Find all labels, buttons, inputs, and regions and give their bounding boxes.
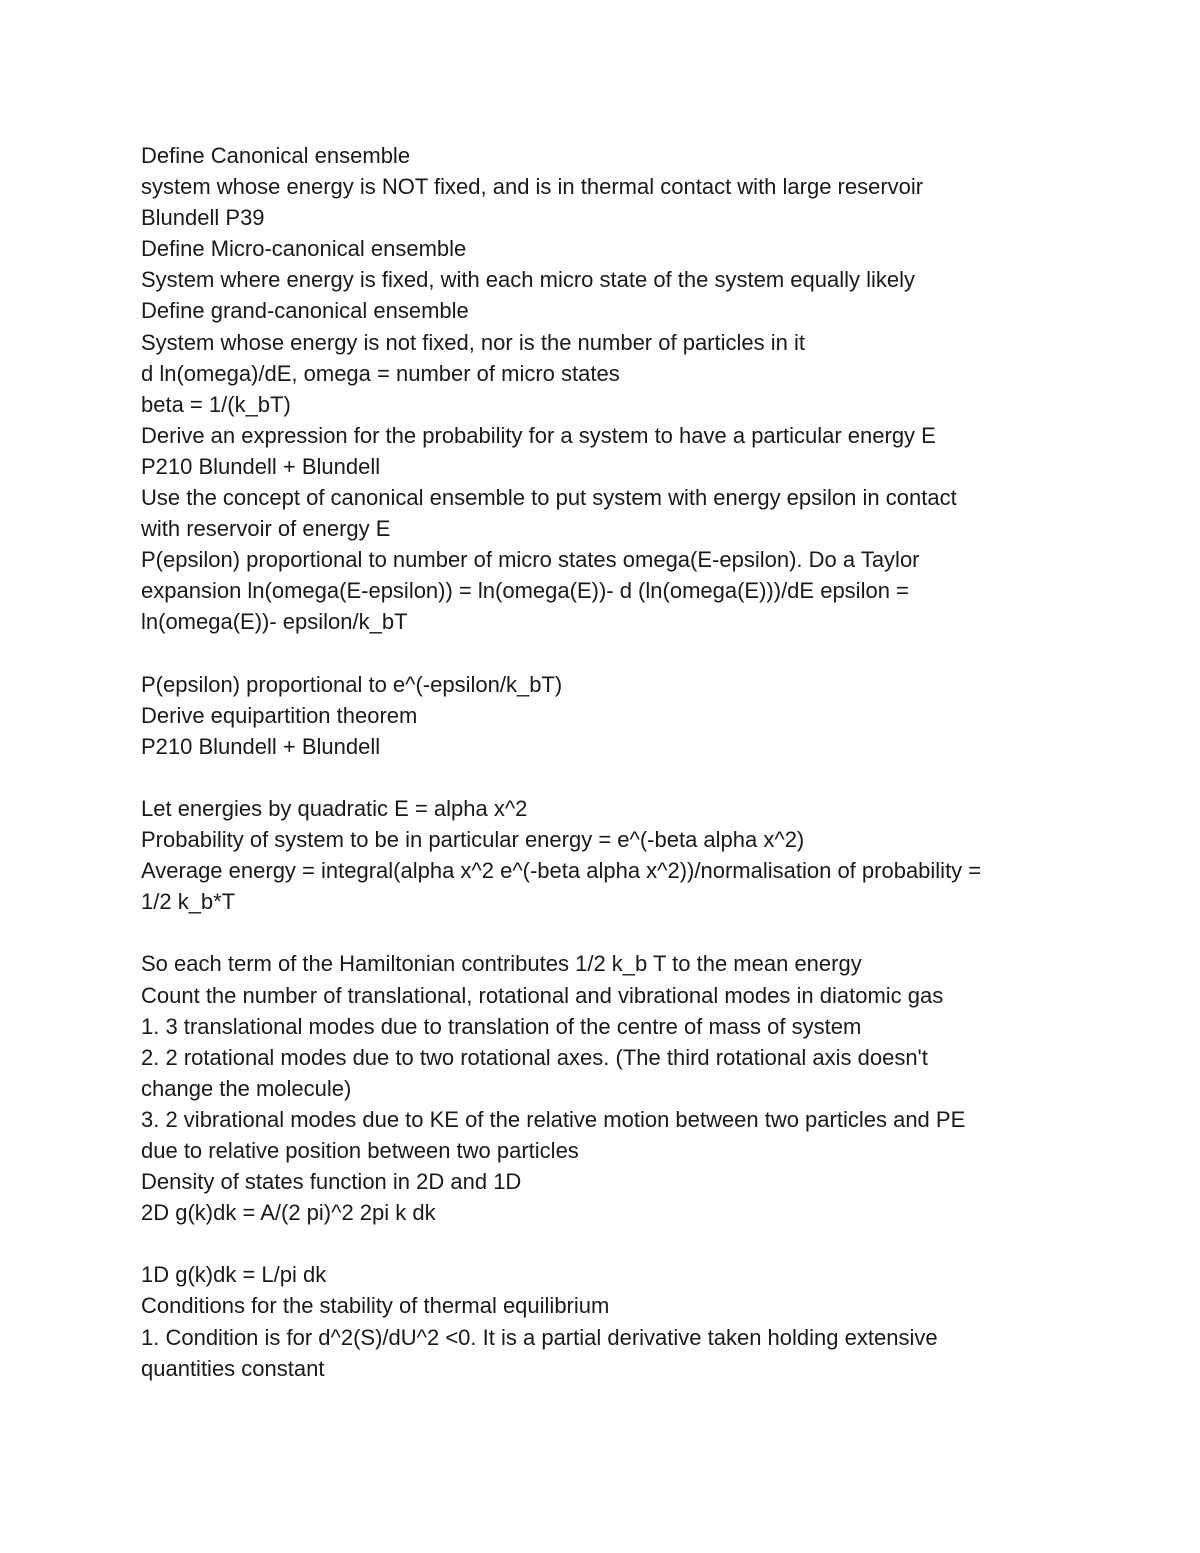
blank-line [141, 1228, 1051, 1259]
text-line: beta = 1/(k_bT) [141, 391, 291, 417]
text-line: System whose energy is not fixed, nor is the number of particles in it [141, 329, 805, 355]
text-line: Blundell P39 [141, 205, 265, 231]
text-line: Let energies by quadratic E = alpha x^2 [141, 795, 528, 821]
text-line: Use the concept of canonical ensemble to put system with energy epsilon in contact [141, 485, 957, 511]
text-line: due to relative position between two particles [141, 1138, 579, 1163]
text-line: d ln(omega)/dE, omega = number of micro states [141, 360, 620, 386]
text-line: Define grand-canonical ensemble [141, 298, 469, 324]
text-line: 3. 2 vibrational modes due to KE of the relative motion between two particles and PE [141, 1106, 966, 1132]
text-line: system whose energy is NOT fixed, and is in thermal contact with large reservoir [141, 174, 924, 200]
text-line: 2D g(k)dk = A/(2 pi)^2 2pi k dk [141, 1200, 436, 1226]
text-line: expansion ln(omega(E-epsilon)) = ln(omega(E))- d (ln(omega(E)))/dE epsilon = [141, 578, 909, 604]
text-line: Define Micro-canonical ensemble [141, 236, 467, 262]
text-line: 2. 2 rotational modes due to two rotational axes. (The third rotational axis doesn't [141, 1044, 928, 1070]
text-line: 1. Condition is for d^2(S)/dU^2 <0. It is a partial derivative taken holding extensive [141, 1324, 938, 1350]
text-line: Probability of system to be in particular energy = e^(-beta alpha x^2) [141, 827, 805, 853]
text-line: Average energy = integral(alpha x^2 e^(-beta alpha x^2))/normalisation of probability = [141, 858, 982, 884]
text-line: 1/2 k_b*T [141, 889, 236, 915]
text-line: Density of states function in 2D and 1D [141, 1169, 522, 1195]
text-line: Derive an expression for the probability for a system to have a particular energy E [141, 422, 936, 448]
text-line: Define Canonical ensemble [141, 143, 411, 168]
blank-line [141, 917, 1051, 948]
text-line: quantities constant [141, 1355, 325, 1381]
text-line: System where energy is fixed, with each micro state of the system equally likely [141, 267, 915, 293]
text-line: P210 Blundell + Blundell [141, 733, 381, 759]
text-line: change the molecule) [141, 1075, 352, 1101]
text-line: Derive equipartition theorem [141, 702, 418, 728]
text-line: 1D g(k)dk = L/pi dk [141, 1262, 327, 1288]
text-line: with reservoir of energy E [141, 516, 391, 542]
text-line: P(epsilon) proportional to number of micro states omega(E-epsilon). Do a Taylor [141, 547, 920, 573]
text-line: P(epsilon) proportional to e^(-epsilon/k_bT) [141, 671, 563, 697]
text-line: Count the number of translational, rotational and vibrational modes in diatomic gas [141, 982, 944, 1008]
blank-line [141, 638, 1051, 669]
text-line: So each term of the Hamiltonian contributes 1/2 k_b T to the mean energy [141, 951, 862, 977]
text-line: 1. 3 translational modes due to translation of the centre of mass of system [141, 1013, 862, 1039]
blank-line [141, 762, 1051, 793]
text-line: P210 Blundell + Blundell [141, 453, 381, 479]
text-line: ln(omega(E))- epsilon/k_bT [141, 609, 408, 635]
document-body [141, 140, 1051, 1384]
text-line: Conditions for the stability of thermal equilibrium [141, 1293, 610, 1319]
